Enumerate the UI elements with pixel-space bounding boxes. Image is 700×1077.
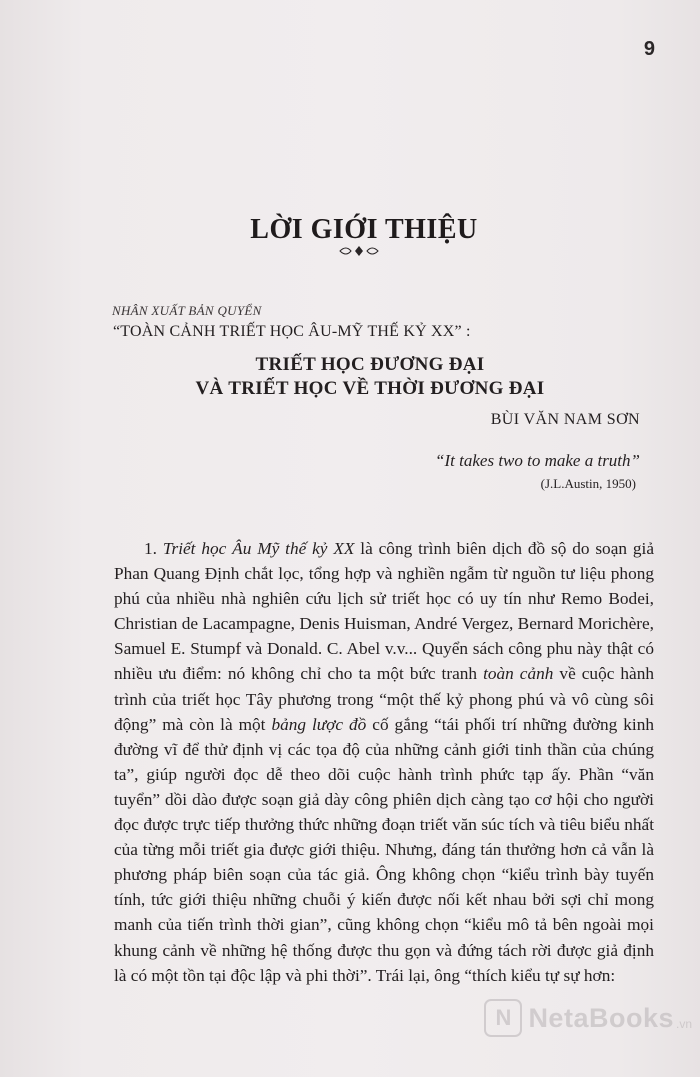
- page-title: LỜI GIỚI THIỆU: [250, 214, 478, 245]
- body-segment-3: cố gắng “tái phối trí những đường kinh đường vĩ để thử định vị các tọa độ của những cảnh giới tinh thần của chúng ta”, giúp người đọc dễ theo dõi cuộc hành trình phức tạp ấy. Phần “văn tuyển” dồi dào được soạn giả dày công phiên dịch càng tạo cơ hội cho người đọc được trực tiếp thưởng thức những đoạn triết văn súc tích và tiêu biểu nhất của từng mỗi triết gia được giới thiệu. Nhưng, đáng tán thưởng hơn cả vẫn là phương pháp biên soạn của tác giả. Ông không chọn “kiểu trình bày tuyến tính, tức giới thiệu những chuỗi ý kiến được nối kết nhau bởi sợi chỉ mong manh của tiến trình thời gian”, cũng không chọn “kiểu mô tả bên ngoài mọi khung cảnh về những hệ thống được thu gọn và đứng tách rời được giả định là có một tồn tại độc lập và phi thời”. Trái lại, ông “thích kiểu tự sự hơn:: [114, 714, 654, 985]
- paragraph-number: 1.: [144, 539, 163, 558]
- intro-label: NHÂN XUẤT BẢN QUYỂN: [112, 303, 262, 318]
- body-paragraph-1: [114, 536, 654, 988]
- watermark-suffix: .vn: [675, 1017, 692, 1031]
- author-name: BÙI VĂN NAM SƠN: [490, 411, 640, 428]
- emphasis-outline-map: bảng lược đồ: [271, 714, 367, 734]
- body-text: [114, 536, 654, 988]
- book-title-italic: Triết học Âu Mỹ thế kỷ XX: [162, 539, 355, 558]
- series-title: “TOÀN CẢNH TRIẾT HỌC ÂU-MỸ THẾ KỶ XX” :: [113, 323, 471, 340]
- body-segment-2: về cuộc hành trình của triết học Tây phương trong “một thế kỷ phong phú và vô cùng sôi động” mà còn là một: [114, 664, 654, 734]
- watermark-logo-icon: N: [484, 999, 522, 1037]
- emphasis-panorama: toàn cảnh: [483, 664, 554, 684]
- watermark: [484, 999, 692, 1037]
- section-heading-line-2: VÀ TRIẾT HỌC VỀ THỜI ĐƯƠNG ĐẠI: [195, 378, 545, 399]
- section-heading-line-1: TRIẾT HỌC ĐƯƠNG ĐẠI: [255, 354, 485, 375]
- epigraph-quote: “It takes two to make a truth”: [435, 451, 640, 470]
- watermark-text: NetaBooks: [528, 1002, 674, 1033]
- page-number: 9: [643, 38, 655, 60]
- body-segment-1: là công trình biên dịch đồ sộ do soạn giả Phan Quang Định chắt lọc, tổng hợp và nghiền ngẫm từ nguồn tư liệu phong phú của nhiều nhà nghiên cứu lịch sử triết học có uy tín như Remo Bodei, Christian de Lacampagne, Denis Huisman, André Vergez, Bernard Morichère, Samuel E. Stumpf và Donald. C. Abel v.v... Quyển sách công phu này thật có nhiều ưu điểm: nó không chỉ cho ta một bức tranh: [114, 539, 654, 684]
- ornament-divider-icon: [338, 244, 380, 258]
- epigraph-attribution: (J.L.Austin, 1950): [540, 476, 636, 491]
